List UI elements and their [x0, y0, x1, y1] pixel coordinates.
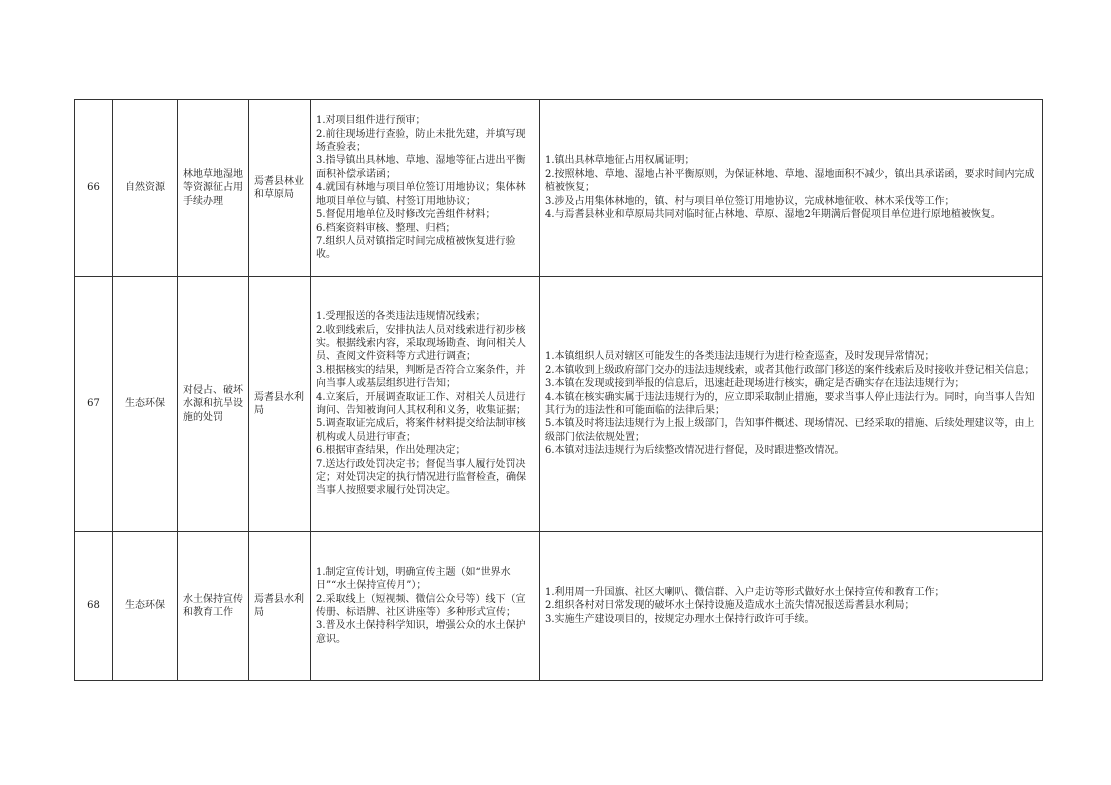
matter-name-cell: 水土保持宣传和教育工作 — [178, 532, 249, 681]
table-row — [75, 100, 1043, 277]
table-row — [75, 532, 1043, 681]
town-duty-line: 1.利用周一升国旗、社区大喇叭、微信群、入户走访等形式做好水土保持宣传和教育工作； — [545, 586, 945, 598]
town-duty-line: 1.镇出具林草地征占用权属证明； — [545, 155, 695, 167]
town-duty-line: 3.涉及占用集体林地的，镇、村与项目单位签订用地协议，完成林地征收、林木采伐等工作； — [545, 195, 955, 207]
town-duty-line: 3.实施生产建设项目的，按规定办理水土保持行政许可手续。 — [545, 613, 815, 625]
county-steps-cell — [311, 277, 540, 532]
responsibility-table — [74, 99, 1043, 681]
matter-name-cell: 林地草地湿地等资源征占用手续办理 — [178, 100, 249, 277]
category-cell: 自然资源 — [113, 100, 178, 277]
county-step-line: 1.受理报送的各类违法违规情况线索； — [316, 311, 486, 323]
town-duty-line: 2.按照林地、草地、湿地占补平衡原则，为保证林地、草地、湿地面积不减少，镇出具承诺函，要求时间内完成植被恢复； — [545, 168, 1035, 194]
matter-name-cell: 对侵占、破坏水源和抗旱设施的处罚 — [178, 277, 249, 532]
county-step-line: 5.督促用地单位及时修改完善组件材料； — [316, 209, 496, 221]
county-step-line: 3.普及水土保持科学知识，增强公众的水土保护意识。 — [316, 620, 526, 645]
county-step-line: 4.就国有林地与项目单位签订用地协议；集体林地项目单位与镇、村签订用地协议； — [316, 182, 526, 207]
town-duty-line: 4.本镇在核实确实属于违法违规行为的，应立即采取制止措施，要求当事人停止违法行为。同时，向当事人告知其行为的违法性和可能面临的法律后果； — [545, 391, 1035, 416]
county-steps-cell — [311, 100, 540, 277]
town-duty-line: 3.本镇在发现或接到举报的信息后，迅速赶赴现场进行核实，确定是否确实存在违法违规行为； — [545, 378, 965, 390]
department-cell: 焉耆县水利局 — [249, 277, 311, 532]
town-duties-cell — [540, 277, 1043, 532]
county-step-line: 1.制定宣传计划，明确宣传主题（如“世界水日”“水土保持宣传月”）； — [316, 566, 511, 592]
town-duty-line: 2.本镇收到上级政府部门交办的违法违规线索，或者其他行政部门移送的案件线索后及时接收并登记相关信息； — [545, 364, 1035, 376]
county-step-line: 3.根据核实的结果，判断是否符合立案条件，并向当事人或基层组织进行告知； — [316, 364, 526, 390]
county-step-line: 6.根据审查结果，作出处理决定； — [316, 445, 466, 457]
county-step-line: 4.立案后，开展调查取证工作、对相关人员进行询问、告知被询问人其权利和义务，收集证据； — [316, 391, 526, 416]
town-duty-line: 1.本镇组织人员对辖区可能发生的各类违法违规行为进行检查巡查，及时发现异常情况； — [545, 351, 935, 363]
county-step-line: 7.组织人员对镇指定时间完成植被恢复进行验收。 — [316, 235, 516, 261]
county-step-line: 2.采取线上（短视频、微信公众号等）线下（宣传册、标语牌、社区讲座等）多种形式宣传； — [316, 593, 526, 618]
town-duties-cell — [540, 100, 1043, 277]
town-duty-line: 5.本镇及时将违法违规行为上报上级部门，告知事件概述、现场情况、已经采取的措施、后续处理建议等，由上级部门依法依规处置； — [545, 418, 1035, 443]
town-duties-cell — [540, 532, 1043, 681]
category-cell: 生态环保 — [113, 532, 178, 681]
county-step-line: 2.收到线索后，安排执法人员对线索进行初步核实。根据线索内容，采取现场勘查、询问相关人员、查阅文件资料等方式进行调查； — [316, 324, 526, 363]
county-step-line: 1.对项目组件进行预审； — [316, 115, 426, 127]
row-number: 66 — [75, 100, 113, 277]
row-number: 67 — [75, 277, 113, 532]
county-step-line: 5.调查取证完成后，将案件材料提交给法制审核机构或人员进行审查； — [316, 418, 526, 443]
table-row — [75, 277, 1043, 532]
category-cell: 生态环保 — [113, 277, 178, 532]
county-step-line: 7.送达行政处罚决定书；督促当事人履行处罚决定；对处罚决定的执行情况进行监督检查，确保当事人按照要求履行处罚决定。 — [316, 458, 526, 497]
town-duty-line: 4.与焉耆县林业和草原局共同对临时征占林地、草原、湿地2年期满后督促项目单位进行原地植被恢复。 — [545, 209, 1001, 221]
county-step-line: 6.档案资料审核、整理、归档； — [316, 222, 456, 234]
town-duty-line: 2.组织各村对日常发现的破坏水土保持设施及造成水土流失情况报送焉耆县水利局； — [545, 600, 915, 612]
county-steps-cell — [311, 532, 540, 681]
department-cell: 焉耆县水利局 — [249, 532, 311, 681]
town-duty-line: 6.本镇对违法违规行为后续整改情况进行督促，及时跟进整改情况。 — [545, 445, 845, 457]
row-number: 68 — [75, 532, 113, 681]
county-step-line: 2.前往现场进行查验，防止未批先建，并填写现场查验表； — [316, 128, 526, 154]
county-step-line: 3.指导镇出具林地、草地、湿地等征占进出平衡面积补偿承诺函； — [316, 155, 526, 180]
department-cell: 焉耆县林业和草原局 — [249, 100, 311, 277]
